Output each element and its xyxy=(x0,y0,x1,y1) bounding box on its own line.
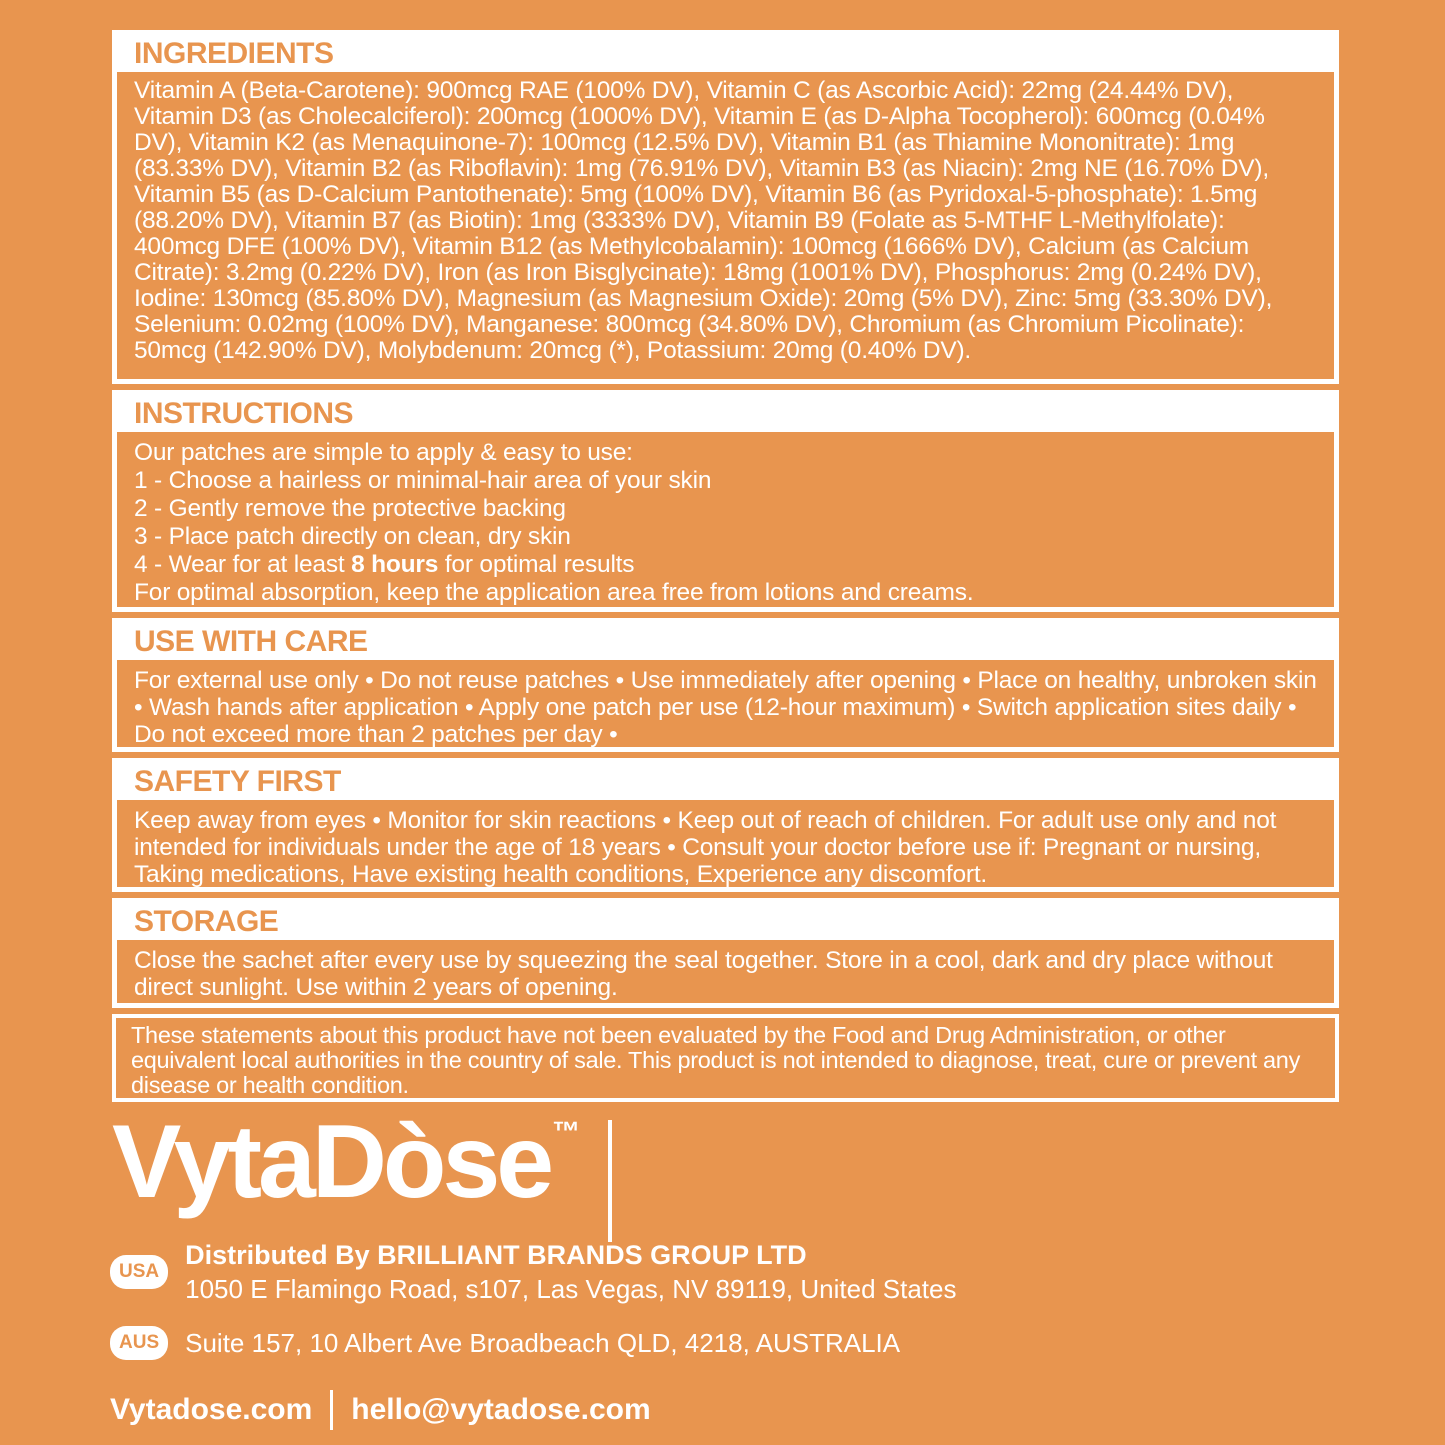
email-link: hello@vytadose.com xyxy=(351,1393,651,1426)
storage-section xyxy=(112,898,1339,1008)
instructions-step-4-pre: 4 - Wear for at least xyxy=(134,551,352,578)
use-with-care-section xyxy=(112,618,1339,752)
instructions-step-4 xyxy=(134,551,1317,579)
instructions-step-1: 1 - Choose a hairless or minimal-hair area of your skin xyxy=(134,467,712,494)
instructions-heading: INSTRUCTIONS xyxy=(117,395,1334,432)
usa-badge: USA xyxy=(110,1255,168,1289)
distributor-aus-row xyxy=(110,1326,900,1360)
ingredients-heading: INGREDIENTS xyxy=(117,35,1334,72)
use-with-care-heading: USE WITH CARE xyxy=(117,623,1334,660)
brand-divider-line xyxy=(608,1120,612,1242)
ingredients-text: Vitamin A (Beta-Carotene): 900mcg RAE (100% DV), Vitamin C (as Ascorbic Acid): 22mg (24.44% DV), Vitamin D3 (as Cholecalciferol): 200mcg (1000% DV), Vitamin E (as D-Alpha Tocopherol): 600mcg (0.04% DV), Vitamin K2 (as Menaquinone-7): 100mcg (12.5% DV), Vitamin B1 (as Thiamine Mononitrate): 1mg (83.33% DV), Vitamin B2 (as Riboflavin): 1mg (76.91% DV), Vitamin B3 (as Niacin): 2mg NE (16.70% DV), Vitamin B5 (as D-Calcium Pantothenate): 5mg (100% DV), Vitamin B6 (as Pyridoxal-5-phosphate): 1.5mg (88.20% DV), Vitamin B7 (as Biotin): 1mg (3333% DV), Vitamin B9 (Folate as 5-MTHF L-Methylfolate): 400mcg DFE (100% DV), Vitamin B12 (as Methylcobalamin): 100mcg (1666% DV), Calcium (as Calcium Citrate): 3.2mg (0.22% DV), Iron (as Iron Bisglycinate): 18mg (1001% DV), Phosphorus: 2mg (0.24% DV), Iodine: 130mcg (85.80% DV), Magnesium (as Magnesium Oxide): 20mg (5% DV), Zinc: 5mg (33.30% DV), Selenium: 0.02mg (100% DV), Manganese: 800mcg (34.80% DV), Chromium (as Chromium Picolinate): 50mcg (142.90% DV), Molybdenum: 20mcg (*), Potassium: 20mg (0.40% DV). xyxy=(134,77,1273,364)
instructions-note: For optimal absorption, keep the application area free from lotions and creams. xyxy=(134,579,974,606)
brand-logo xyxy=(112,1106,612,1242)
instructions-step-3: 3 - Place patch directly on clean, dry skin xyxy=(134,523,571,550)
ingredients-section xyxy=(112,30,1339,384)
aus-badge: AUS xyxy=(110,1326,168,1360)
safety-first-section xyxy=(112,758,1339,892)
brand-wordmark: VytaDòse xyxy=(112,1104,551,1220)
trademark-symbol: ™ xyxy=(552,1116,581,1147)
safety-first-text: Keep away from eyes • Monitor for skin reactions • Keep out of reach of children. For adult use only and not intended for individuals under the age of 18 years • Consult your doctor before use if: Pregnant or nursing, Taking medications, Have existing health conditions, Experience any discomfort. xyxy=(134,807,1277,888)
fda-disclaimer-box xyxy=(112,1014,1339,1102)
distributor-usa-row xyxy=(110,1238,956,1306)
usa-distributor-info xyxy=(185,1238,956,1306)
instructions-step-4-bold: 8 hours xyxy=(351,551,439,578)
safety-first-heading: SAFETY FIRST xyxy=(117,763,1334,800)
website-link: Vytadose.com xyxy=(110,1393,313,1426)
aus-address: Suite 157, 10 Albert Ave Broadbeach QLD, 4218, AUSTRALIA xyxy=(185,1328,901,1358)
fda-disclaimer-text: These statements about this product have not been evaluated by the Food and Drug Administration, or other equivalent local authorities in the country of sale. This product is not intended to diagnose, treat, cure or prevent any disease or health condition. xyxy=(131,1022,1301,1098)
instructions-section xyxy=(112,390,1339,612)
storage-heading: STORAGE xyxy=(117,903,1334,940)
instructions-text xyxy=(117,432,1334,612)
use-with-care-text: For external use only • Do not reuse patches • Use immediately after opening • Place on healthy, unbroken skin • Wash hands after application • Apply one patch per use (12-hour maximum) • Switch application sites daily • Do not exceed more than 2 patches per day • xyxy=(134,667,1317,748)
instructions-step-2: 2 - Gently remove the protective backing xyxy=(134,495,566,522)
instructions-step-4-post: for optimal results xyxy=(438,551,635,578)
instructions-intro: Our patches are simple to apply & easy to use: xyxy=(134,439,633,466)
contact-footer xyxy=(110,1390,651,1430)
usa-distributor-name: Distributed By BRILLIANT BRANDS GROUP LTD xyxy=(185,1240,807,1270)
usa-address: 1050 E Flamingo Road, s107, Las Vegas, NV 89119, United States xyxy=(185,1274,957,1304)
footer-divider-line xyxy=(330,1390,333,1430)
storage-text: Close the sachet after every use by squeezing the seal together. Store in a cool, dark and dry place without direct sunlight. Use within 2 years of opening. xyxy=(134,947,1273,1001)
